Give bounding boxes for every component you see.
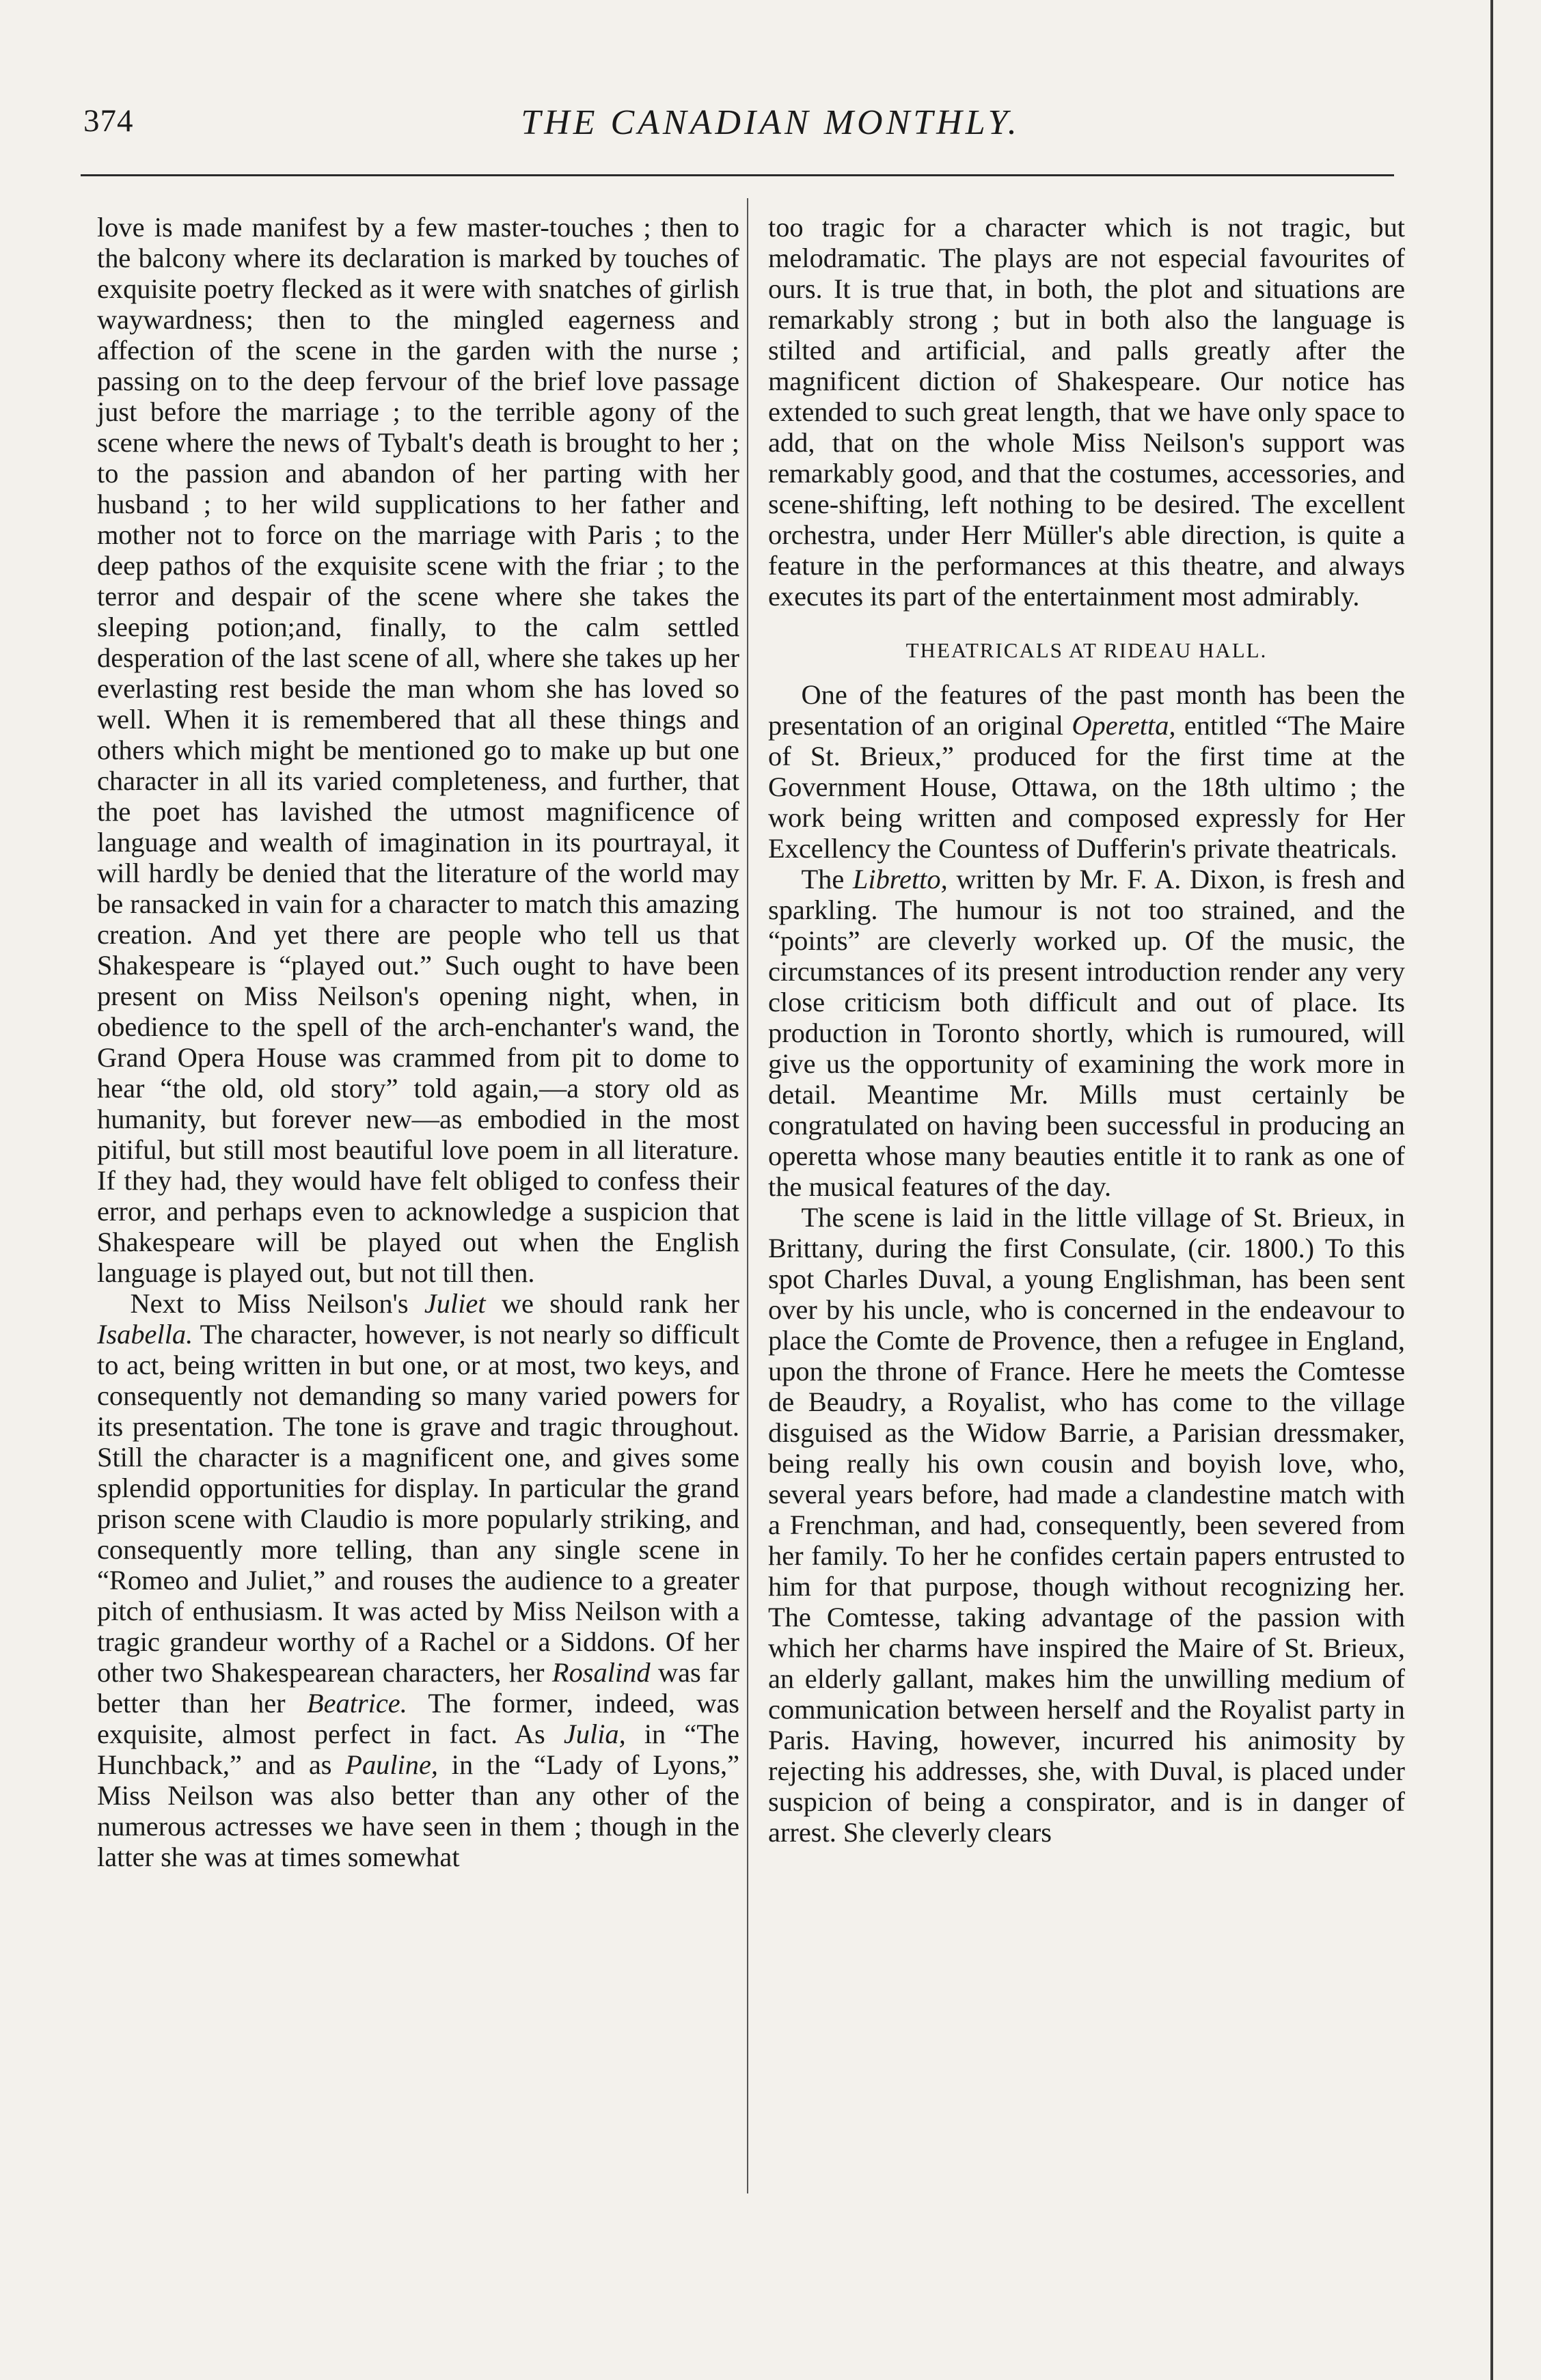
paragraph: too tragic for a character which is not tragic, but melodramatic. The plays are not especial favourites of ours. It is true that, in both, the plot and situations are remarkably strong ; but in both also the language is stilted and artificial, and palls greatly after the magnificent diction of Shakespeare. Our notice has extended to such great length, that we have only space to add, that on the whole Miss Neilson's support was remarkably good, and that the costumes, accessories, and scene-shifting, left nothing to be desired. The excellent orchestra, under Herr Müller's able direction, is quite a feature in the performances at this theatre, and always executes its part of the entertainment most admirably. — [768, 212, 1405, 612]
right-column — [768, 212, 1405, 1848]
column-divider — [747, 198, 748, 2193]
section-heading: THEATRICALS AT RIDEAU HALL. — [905, 638, 1268, 662]
paragraph: The Libretto, written by Mr. F. A. Dixon, is fresh and sparkling. The humour is not too strained, and the “points” are cleverly worked up. Of the music, the circumstances of its present introduction render any very close criticism both difficult and out of place. Its production in Toronto shortly, which is rumoured, will give us the opportunity of examining the work more in detail. Meantime Mr. Mills must certainly be congratulated on having been successful in producing an operetta whose many beauties entitle it to rank as one of the musical features of the day. — [768, 864, 1405, 1202]
page-number: 374 — [83, 103, 134, 139]
paragraph: love is made manifest by a few master-touches ; then to the balcony where its declaration is marked by touches of exquisite poetry flecked as it were with snatches of girlish waywardness; then to the mingled eagerness and affection of the scene in the garden with the nurse ; passing on to the deep fervour of the brief love passage just before the marriage ; to the terrible agony of the scene where the news of Tybalt's death is brought to her ; to the passion and abandon of her parting with her husband ; to her wild supplications to her father and mother not to force on the marriage with Paris ; to the deep pathos of the exquisite scene with the friar ; to the terror and despair of the scene where she takes the sleeping potion;and, finally, to the calm settled desperation of the last scene of all, where she takes up her everlasting rest beside the man whom she has loved so well. When it is remembered that all these things and others which might be mentioned go to make up but one character in all its varied completeness, and further, that the poet has lavished the utmost magnificence of language and wealth of imagination in its pourtrayal, it will hardly be denied that the literature of the world may be ransacked in vain for a character to match this amazing creation. And yet there are people who tell us that Shakespeare is “played out.” Such ought to have been present on Miss Neilson's opening night, when, in obedience to the spell of the arch-enchanter's wand, the Grand Opera House was crammed from pit to dome to hear “the old, old story” told again,—a story old as humanity, but forever new—as embodied in the most pitiful, but still most beautiful love poem in all literature. If they had, they would have felt obliged to confess their error, and perhaps even to acknowledge a suspicion that Shakespeare will be played out when the English language is played out, but not till then. — [97, 212, 739, 1288]
left-column — [97, 212, 739, 1872]
running-title: THE CANADIAN MONTHLY. — [521, 103, 1020, 142]
paragraph: One of the features of the past month has been the presentation of an original Operetta, entitled “The Maire of St. Brieux,” produced for the first time at the Government House, Ottawa, on the 18th ultimo ; the work being written and composed expressly for Her Excellency the Countess of Dufferin's private theatricals. — [768, 679, 1406, 864]
page-edge-rule — [1490, 0, 1493, 2380]
paragraph: The scene is laid in the little village of St. Brieux, in Brittany, during the first Consulate, (cir. 1800.) To this spot Charles Duval, a young Englishman, has been sent over by his uncle, who is concerned in the endeavour to place the Comte de Provence, then a refugee in England, upon the throne of France. Here he meets the Comtesse de Beaudry, a Royalist, who has come to the village disguised as the Widow Barrie, a Parisian dressmaker, being really his own cousin and boyish love, who, several years before, had made a clandestine match with a Frenchman, and had, consequently, been severed from her family. To her he confides certain papers entrusted to him for that purpose, though without recognizing her. The Comtesse, taking advantage of the passion with which her charms have inspired the Maire of St. Brieux, an elderly gallant, makes him the unwilling medium of communication between herself and the Royalist party in Paris. Having, however, incurred his animosity by rejecting his addresses, she, with Duval, is placed under suspicion of being a conspirator, and is in danger of arrest. She cleverly clears — [768, 1202, 1405, 1848]
header-rule — [81, 174, 1394, 176]
paragraph: Next to Miss Neilson's Juliet we should rank her Isabella. The character, however, is not nearly so difficult to act, being written in but one, or at most, two keys, and consequently not demanding so many varied powers for its presentation. The tone is grave and tragic throughout. Still the character is a magnificent one, and gives some splendid opportunities for display. In particular the grand prison scene with Claudio is more popularly striking, and consequently more telling, than any single scene in “Romeo and Juliet,” and rouses the audience to a greater pitch of enthusiasm. It was acted by Miss Neilson with a tragic grandeur worthy of a Rachel or a Siddons. Of her other two Shakespearean characters, her Rosalind was far better than her Beatrice. The former, indeed, was exquisite, almost perfect in fact. As Julia, in “The Hunchback,” and as Pauline, in the “Lady of Lyons,” Miss Neilson was also better than any other of the numerous actresses we have seen in them ; though in the latter she was at times somewhat — [97, 1288, 739, 1872]
